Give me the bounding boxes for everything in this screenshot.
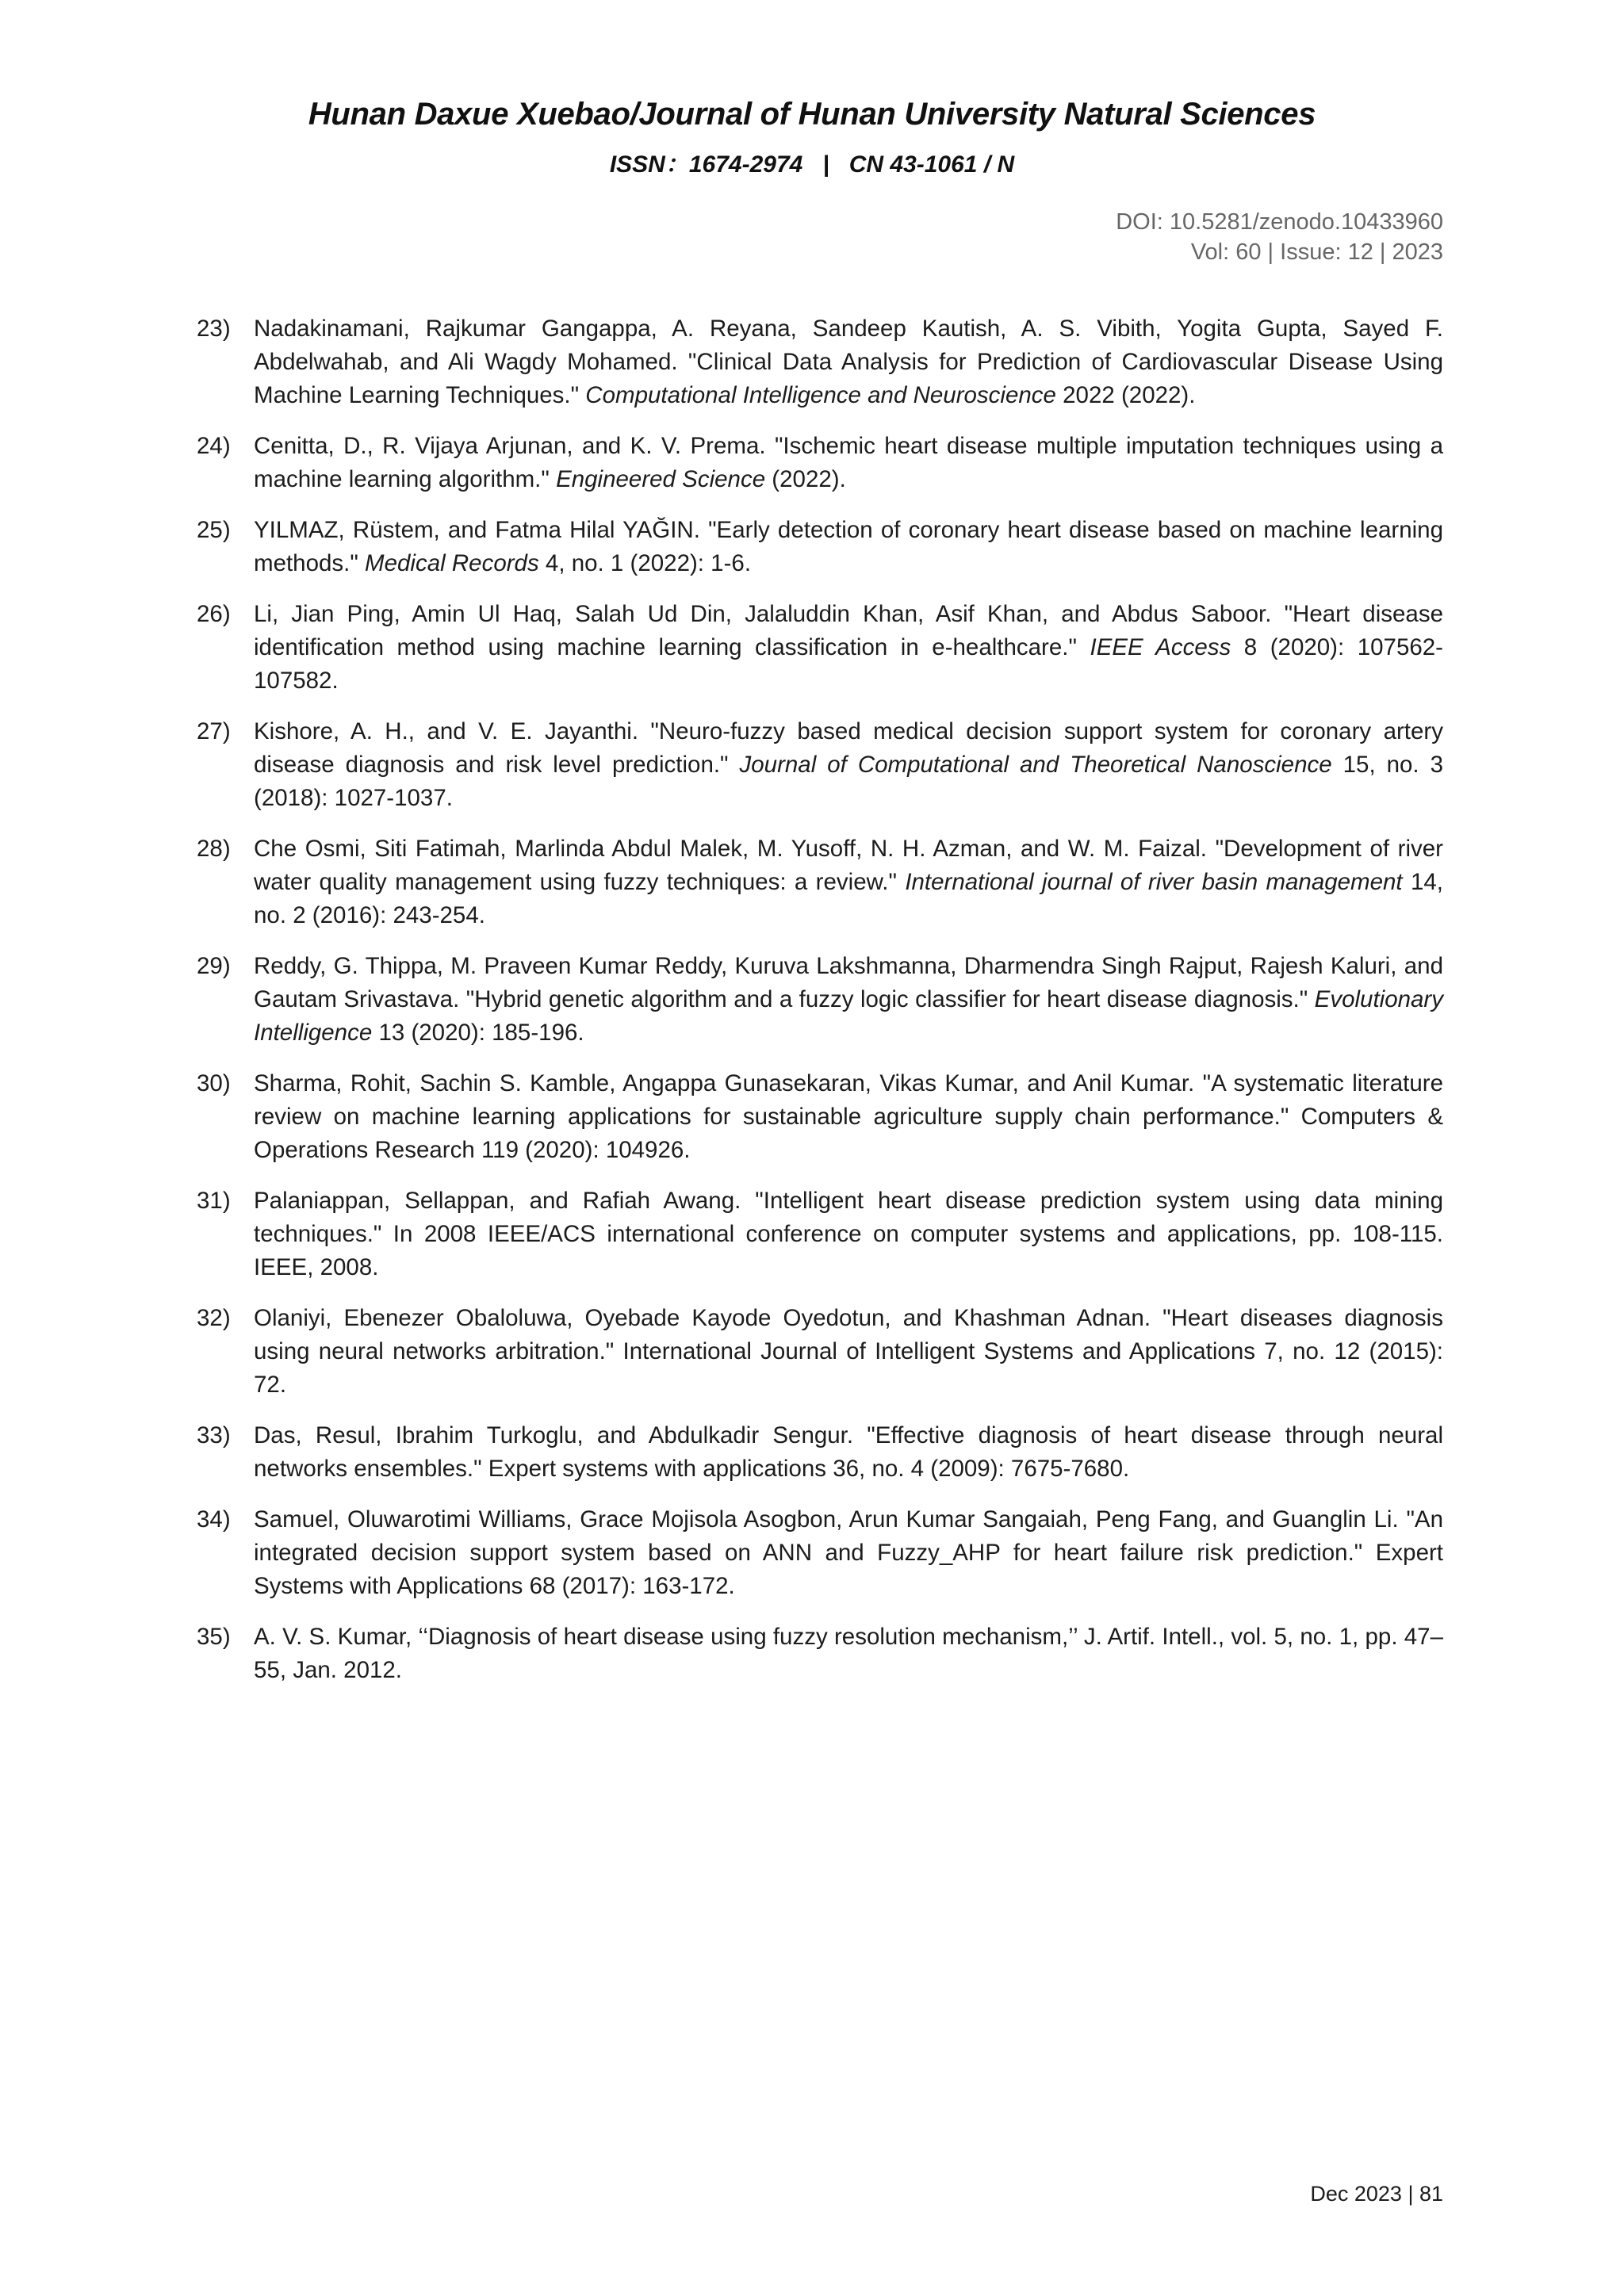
reference-text: Che Osmi, Siti Fatimah, Marlinda Abdul Malek, M. Yusoff, N. H. Azman, and W. M. Faizal. "Development of river water quality management using fuzzy techniques: a review." International journal of river basin management 14, no. 2 (2016): 243-254. [254,836,1443,928]
reference-text: Reddy, G. Thippa, M. Praveen Kumar Reddy, Kuruva Lakshmanna, Dharmendra Singh Rajput, Rajesh Kaluri, and Gautam Srivastava. "Hybrid genetic algorithm and a fuzzy logic classifier for heart disease diagnosis." Evolutionary Intelligence 13 (2020): 185-196. [254,953,1443,1046]
reference-number: 25) [197,517,231,543]
reference-number: 29) [197,953,231,979]
reference-item [197,1067,1443,1167]
reference-item [197,312,1443,412]
reference-item [197,514,1443,580]
reference-item [197,832,1443,932]
reference-number: 35) [197,1624,231,1650]
reference-text: Olaniyi, Ebenezer Obaloluwa, Oyebade Kayode Oyedotun, and Khashman Adnan. "Heart diseases diagnosis using neural networks arbitration." International Journal of Intelligent Systems and Applications 7, no. 12 (2015): 72. [254,1305,1443,1398]
reference-text: Li, Jian Ping, Amin Ul Haq, Salah Ud Din, Jalaluddin Khan, Asif Khan, and Abdus Saboor. "Heart disease identification method using machine learning classification in e-healthcare." IEEE Access 8 (2020): 107562-107582. [254,601,1443,694]
reference-text: Kishore, A. H., and V. E. Jayanthi. "Neuro-fuzzy based medical decision support system for coronary artery disease diagnosis and risk level prediction." Journal of Computational and Theoretical Nanoscience 15, no. 3 (2018): 1027-1037. [254,718,1443,811]
reference-number: 26) [197,601,231,627]
volume-issue-label: Vol: 60 | Issue: 12 | 2023 [1190,239,1443,265]
reference-number: 31) [197,1188,231,1214]
reference-item [197,1184,1443,1284]
reference-number: 33) [197,1422,231,1448]
journal-title: Hunan Daxue Xuebao/Journal of Hunan University Natural Sciences [308,97,1316,132]
reference-item [197,1621,1443,1687]
reference-number: 30) [197,1070,231,1096]
reference-text: Sharma, Rohit, Sachin S. Kamble, Angappa Gunasekaran, Vikas Kumar, and Anil Kumar. "A systematic literature review on machine learning applications for sustainable agriculture supply chain performance." Computers & Operations Research 119 (2020): 104926. [254,1070,1443,1163]
reference-item [197,598,1443,698]
doi-label[interactable]: DOI: 10.5281/zenodo.10433960 [1116,209,1443,235]
reference-item [197,1503,1443,1603]
reference-item [197,1302,1443,1402]
reference-text: Palaniappan, Sellappan, and Rafiah Awang. "Intelligent heart disease prediction system using data mining techniques." In 2008 IEEE/ACS international conference on computer systems and applications, pp. 108-115. IEEE, 2008. [254,1188,1443,1280]
reference-item [197,430,1443,496]
reference-list [197,312,1443,1705]
reference-item [197,950,1443,1050]
page-footer: Dec 2023 | 81 [1310,2182,1443,2206]
reference-item [197,1419,1443,1486]
issn-line: ISSN：1674-2974 | CN 43-1061 / N [609,151,1015,178]
reference-text: Das, Resul, Ibrahim Turkoglu, and Abdulkadir Sengur. "Effective diagnosis of heart disease through neural networks ensembles." Expert systems with applications 36, no. 4 (2009): 7675-7680. [254,1422,1443,1482]
reference-item [197,715,1443,815]
reference-number: 24) [197,433,231,459]
reference-number: 23) [197,316,231,342]
reference-number: 34) [197,1506,231,1533]
reference-text: Nadakinamani, Rajkumar Gangappa, A. Reyana, Sandeep Kautish, A. S. Vibith, Yogita Gupta, Sayed F. Abdelwahab, and Ali Wagdy Mohamed. "Clinical Data Analysis for Prediction of Cardiovascular Disease Using Machine Learning Techniques." Computational Intelligence and Neuroscience 2022 (2022). [254,316,1443,408]
reference-text: Samuel, Oluwarotimi Williams, Grace Mojisola Asogbon, Arun Kumar Sangaiah, Peng Fang, and Guanglin Li. "An integrated decision support system based on ANN and Fuzzy_AHP for heart failure risk prediction." Expert Systems with Applications 68 (2017): 163-172. [254,1506,1443,1599]
reference-text: YILMAZ, Rüstem, and Fatma Hilal YAĞIN. "Early detection of coronary heart disease based on machine learning methods." Medical Records 4, no. 1 (2022): 1-6. [254,517,1443,576]
reference-number: 32) [197,1305,231,1331]
reference-text: Cenitta, D., R. Vijaya Arjunan, and K. V. Prema. "Ischemic heart disease multiple imputation techniques using a machine learning algorithm." Engineered Science (2022). [254,433,1443,492]
reference-number: 27) [197,718,231,744]
reference-text: A. V. S. Kumar, ‘‘Diagnosis of heart disease using fuzzy resolution mechanism,’’ J. Artif. Intell., vol. 5, no. 1, pp. 47–55, Jan. 2012. [254,1624,1443,1683]
reference-number: 28) [197,836,231,862]
